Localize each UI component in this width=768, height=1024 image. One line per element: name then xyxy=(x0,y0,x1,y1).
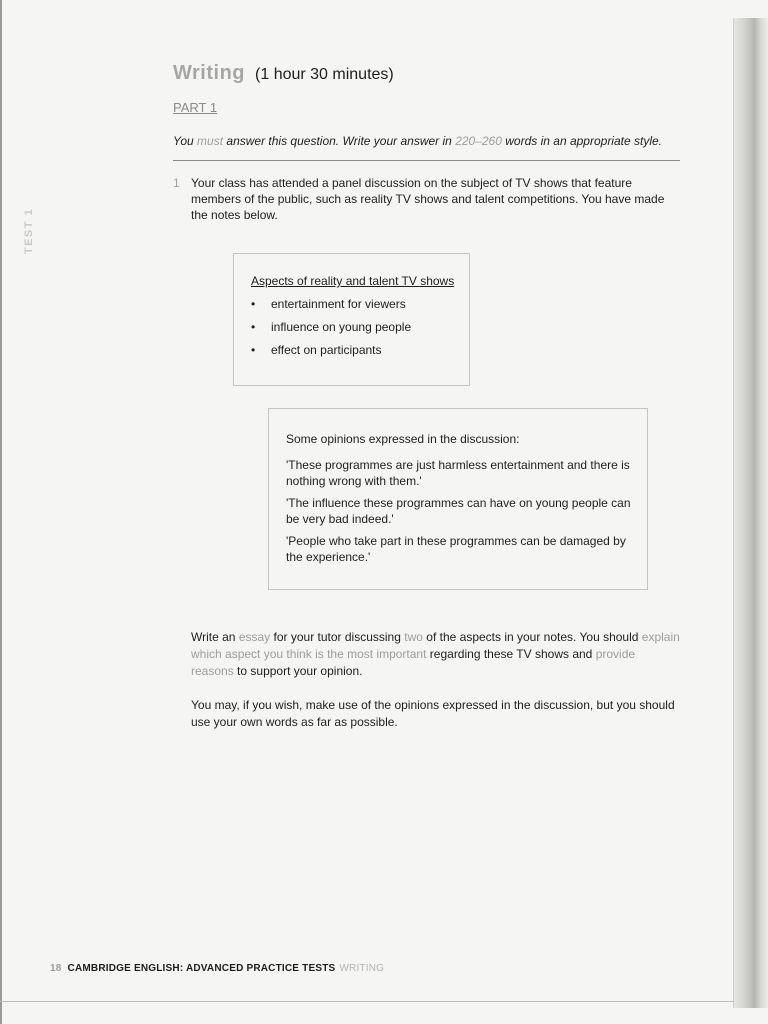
task-emphasis-reasons: provide reasons xyxy=(191,647,636,678)
task-emphasis-essay: essay xyxy=(238,630,271,644)
page-left-edge xyxy=(0,0,2,1024)
opinions-intro: Some opinions expressed in the discussion: xyxy=(286,432,520,446)
task-paragraph-opinions-note: You may, if you wish, make use of the opinions expressed in the discussion, but you should use your own words as far as possible. xyxy=(191,698,675,729)
book-spine-shadow xyxy=(734,18,768,1008)
question-text: Your class has attended a panel discussion on the subject of TV shows that feature members of the public, such as reality TV shows and talent competitions. You have made the notes below. xyxy=(191,176,665,222)
part-label: PART 1 xyxy=(173,100,218,115)
task-paragraph xyxy=(191,629,681,680)
instruction-text: You xyxy=(173,134,194,148)
instruction-line xyxy=(173,134,662,148)
opinion-quote: 'The influence these programmes can have on young people can be very bad indeed.' xyxy=(286,496,631,526)
instruction-emphasis-must: must xyxy=(197,134,224,148)
task-text: to support your opinion. xyxy=(237,664,363,678)
opinion-quote: 'These programmes are just harmless entertainment and there is nothing wrong with them.' xyxy=(286,458,630,488)
section-header xyxy=(173,62,394,85)
notes-list-item: • entertainment for viewers xyxy=(251,293,469,316)
task-emphasis-two: two xyxy=(404,630,423,644)
instruction-text: answer this question. Write your answer in xyxy=(226,134,452,148)
task-text: regarding these TV shows and xyxy=(429,647,593,661)
opinions-box xyxy=(268,408,648,590)
opinion-quote: 'People who take part in these programmes can be damaged by the experience.' xyxy=(286,534,626,564)
instruction-text: words in an appropriate style. xyxy=(505,134,662,148)
notes-box xyxy=(233,253,470,386)
notes-list xyxy=(251,293,469,362)
writing-title: Writing xyxy=(173,62,246,84)
instruction-word-count: 220–260 xyxy=(455,134,502,148)
footer-title: CAMBRIDGE ENGLISH: ADVANCED PRACTICE TESTS xyxy=(67,963,336,974)
page-bottom-edge xyxy=(0,1001,734,1002)
test-side-tab-label: TEST 1 xyxy=(23,207,36,255)
notes-list-item: • effect on participants xyxy=(251,339,469,362)
question-number: 1 xyxy=(173,176,180,190)
notes-list-item: • influence on young people xyxy=(251,316,469,339)
footer-section: WRITING xyxy=(339,963,385,974)
divider-rule xyxy=(173,160,680,161)
task-text: for your tutor discussing xyxy=(273,630,401,644)
footer-page-number: 18 xyxy=(50,963,62,974)
writing-duration: (1 hour 30 minutes) xyxy=(255,66,394,83)
test-side-tab xyxy=(18,202,40,260)
page-footer xyxy=(50,963,384,974)
task-text: Write an xyxy=(191,630,236,644)
task-text: of the aspects in your notes. You should xyxy=(426,630,639,644)
notes-heading: Aspects of reality and talent TV shows xyxy=(251,274,455,288)
task-emphasis-explain: explain which aspect you think is the most important xyxy=(191,630,680,661)
